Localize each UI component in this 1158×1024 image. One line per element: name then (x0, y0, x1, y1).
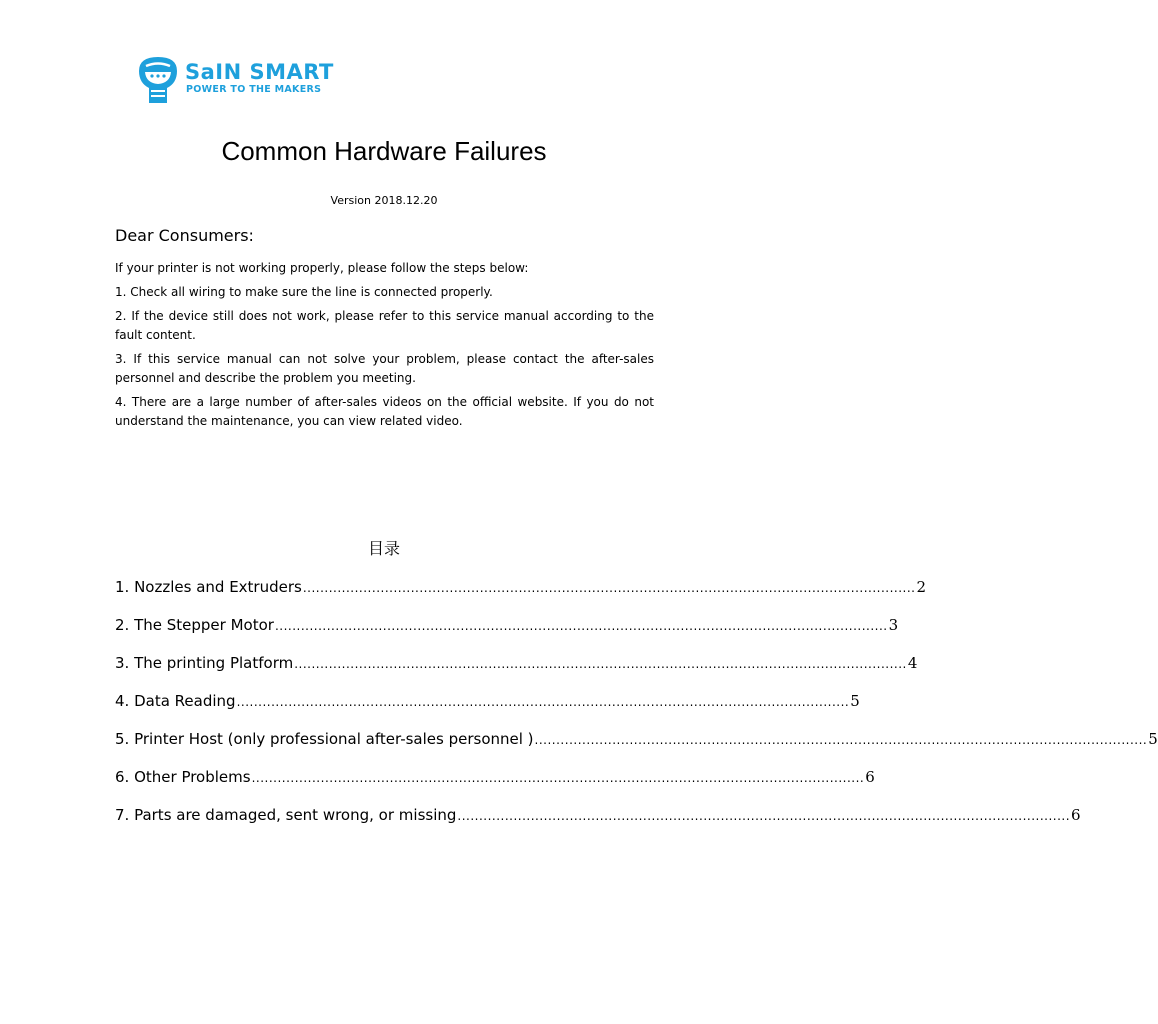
greeting: Dear Consumers: (115, 226, 254, 245)
sainsmart-logo-icon (137, 57, 179, 103)
toc-entry[interactable] (115, 690, 860, 728)
toc-leader-dots: .............................................................................................................................................. (302, 581, 916, 595)
toc-leader-dots: .............................................................................................................................................. (251, 771, 865, 785)
toc-entry-page: 6 (1071, 806, 1081, 824)
toc-entry-page: 2 (916, 578, 927, 596)
toc-entry-title: 6. Other Problems (115, 768, 251, 786)
step-paragraph: 3. If this service manual can not solve your problem, please contact the after-sales personnel and describe the problem you meeting. (115, 352, 654, 385)
toc-entry-page: 4 (907, 654, 918, 672)
table-of-contents (115, 576, 1158, 842)
toc-entry-title: 5. Printer Host (only professional after-sales personnel ) (115, 730, 534, 748)
toc-entry[interactable] (115, 576, 927, 614)
brand-tagline: POWER TO THE MAKERS (186, 84, 322, 95)
toc-entry-page: 5 (850, 692, 860, 710)
toc-heading: 目录 (367, 539, 400, 558)
toc-entry[interactable] (115, 766, 875, 804)
toc-leader-dots: .............................................................................................................................................. (236, 695, 850, 709)
toc-entry-title: 3. The printing Platform (115, 654, 294, 672)
step-paragraph: 1. Check all wiring to make sure the line is connected properly. (115, 285, 493, 299)
toc-entry[interactable] (115, 728, 1158, 766)
toc-entry-page: 3 (888, 616, 899, 634)
toc-entry-page: 5 (1148, 730, 1158, 748)
intro-paragraph: If your printer is not working properly, please follow the steps below: (115, 261, 529, 275)
instructions-block (115, 259, 654, 436)
toc-entry-title: 1. Nozzles and Extruders (115, 578, 302, 596)
toc-leader-dots: .............................................................................................................................................. (534, 733, 1148, 747)
document-title: Common Hardware Failures (221, 136, 547, 166)
toc-leader-dots: .............................................................................................................................................. (294, 657, 907, 671)
toc-leader-dots: .............................................................................................................................................. (457, 809, 1071, 823)
step-paragraph: 4. There are a large number of after-sales videos on the official website. If you do not understand the maintenance, you can view related video. (115, 395, 654, 428)
toc-entry-page: 6 (865, 768, 875, 786)
brand-name: SaIN SMART (185, 60, 334, 84)
step-paragraph: 2. If the device still does not work, please refer to this service manual according to the fault content. (115, 309, 654, 342)
toc-entry-title: 2. The Stepper Motor (115, 616, 274, 634)
toc-entry[interactable] (115, 614, 899, 652)
toc-entry-title: 4. Data Reading (115, 692, 236, 710)
version-label: Version 2018.12.20 (330, 194, 438, 207)
brand-logo (137, 57, 337, 103)
toc-entry-title: 7. Parts are damaged, sent wrong, or missing (115, 806, 457, 824)
toc-leader-dots: .............................................................................................................................................. (274, 619, 888, 633)
toc-entry[interactable] (115, 652, 918, 690)
toc-entry[interactable] (115, 804, 1081, 842)
